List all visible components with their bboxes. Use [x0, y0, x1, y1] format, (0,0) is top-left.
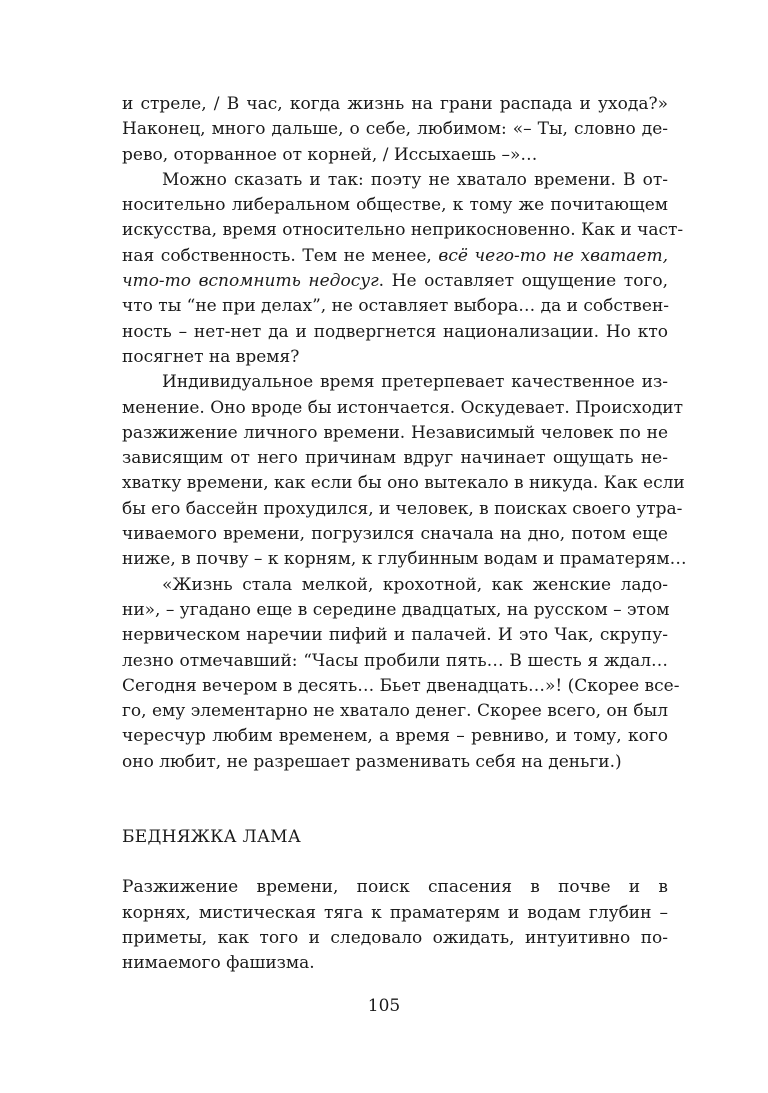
- text-segment: ная собственность. Тем не менее,: [122, 245, 439, 266]
- section-gap: [122, 850, 668, 875]
- text-line: и стреле, / В час, когда жизнь на грани распада и ухода?»: [122, 94, 668, 114]
- text-line: го, ему элементарно не хватало денег. Скорее всего, он был: [122, 701, 668, 722]
- paragraph-continued: [122, 92, 668, 168]
- text-line: хватку времени, как если бы оно вытекало в никуда. Как если: [122, 473, 685, 494]
- text-line: Можно сказать и так: поэту не хватало времени. В от-: [162, 169, 668, 190]
- text-line: [122, 244, 668, 269]
- text-line: «Жизнь стала мелкой, крохотной, как женские ладо-: [162, 574, 668, 595]
- text-line: [122, 269, 668, 294]
- text-line: Сегодня вечером в десять… Бьет двенадцать…»! (Скорее все-: [122, 675, 680, 696]
- text-line: менение. Оно вроде бы истончается. Оскудевает. Происходит: [122, 397, 684, 418]
- text-line: чересчур любим временем, а время – ревниво, и тому, кого: [122, 726, 668, 747]
- paragraph-section: [122, 875, 668, 976]
- paragraph-life-small: [122, 573, 680, 775]
- page-number: 105: [367, 996, 401, 1016]
- text-line: приметы, как того и следовало ожидать, интуитивно по-: [122, 927, 668, 948]
- text-line: ность – нет-нет да и подвергнется национализации. Но кто: [122, 321, 668, 342]
- text-line: что ты “не при делах”, не оставляет выбора… да и собствен-: [122, 296, 670, 317]
- text-line: бы его бассейн прохудился, и человек, в поисках своего утра-: [122, 498, 683, 519]
- text-segment: . Не оставляет ощущение того,: [378, 271, 668, 292]
- book-page: [122, 92, 687, 977]
- text-line: зависящим от него причинам вдруг начинает ощущать не-: [122, 448, 668, 469]
- text-line: Наконец, много дальше, о себе, любимом: «– Ты, словно де-: [122, 119, 668, 140]
- text-line: Разжижение времени, поиск спасения в почве и в: [122, 877, 668, 898]
- text-line: посягнет на время?: [122, 346, 300, 367]
- text-line: искусства, время относительно неприкосновенно. Как и част-: [122, 220, 684, 241]
- text-line: корнях, мистическая тяга к праматерям и водам глубин –: [122, 902, 668, 923]
- text-line: рево, оторванное от корней, / Иссыхаешь –»…: [122, 144, 538, 165]
- text-line: оно любит, не разрешает разменивать себя на деньги.): [122, 751, 622, 772]
- text-line: нимаемого фашизма.: [122, 953, 315, 974]
- text-line: ни», – угадано еще в середине двадцатых, на русском – этом: [122, 599, 670, 620]
- text-line: ниже, в почву – к корням, к глубинным водам и праматерям…: [122, 549, 687, 570]
- paragraph-time: [122, 168, 684, 370]
- text-line: разжижение личного времени. Независимый человек по не: [122, 422, 668, 443]
- text-line: Индивидуальное время претерпевает качественное из-: [162, 372, 668, 393]
- text-line: носительно либеральном обществе, к тому же почитающем: [122, 195, 668, 216]
- text-line: лезно отмечавший: “Часы пробили пять… В шесть я ждал…: [122, 650, 668, 671]
- italic-quote: что-то вспомнить недосуг: [122, 271, 379, 292]
- section-gap: [122, 775, 668, 800]
- italic-quote: всё чего-то не хватает,: [438, 245, 668, 266]
- paragraph-individual-time: [122, 370, 687, 572]
- section-heading: БЕДНЯЖКА ЛАМА: [122, 827, 302, 848]
- text-line: чиваемого времени, погрузился сначала на дно, потом еще: [122, 524, 668, 545]
- text-line: нервическом наречии пифий и палачей. И это Чак, скрупу-: [122, 625, 668, 646]
